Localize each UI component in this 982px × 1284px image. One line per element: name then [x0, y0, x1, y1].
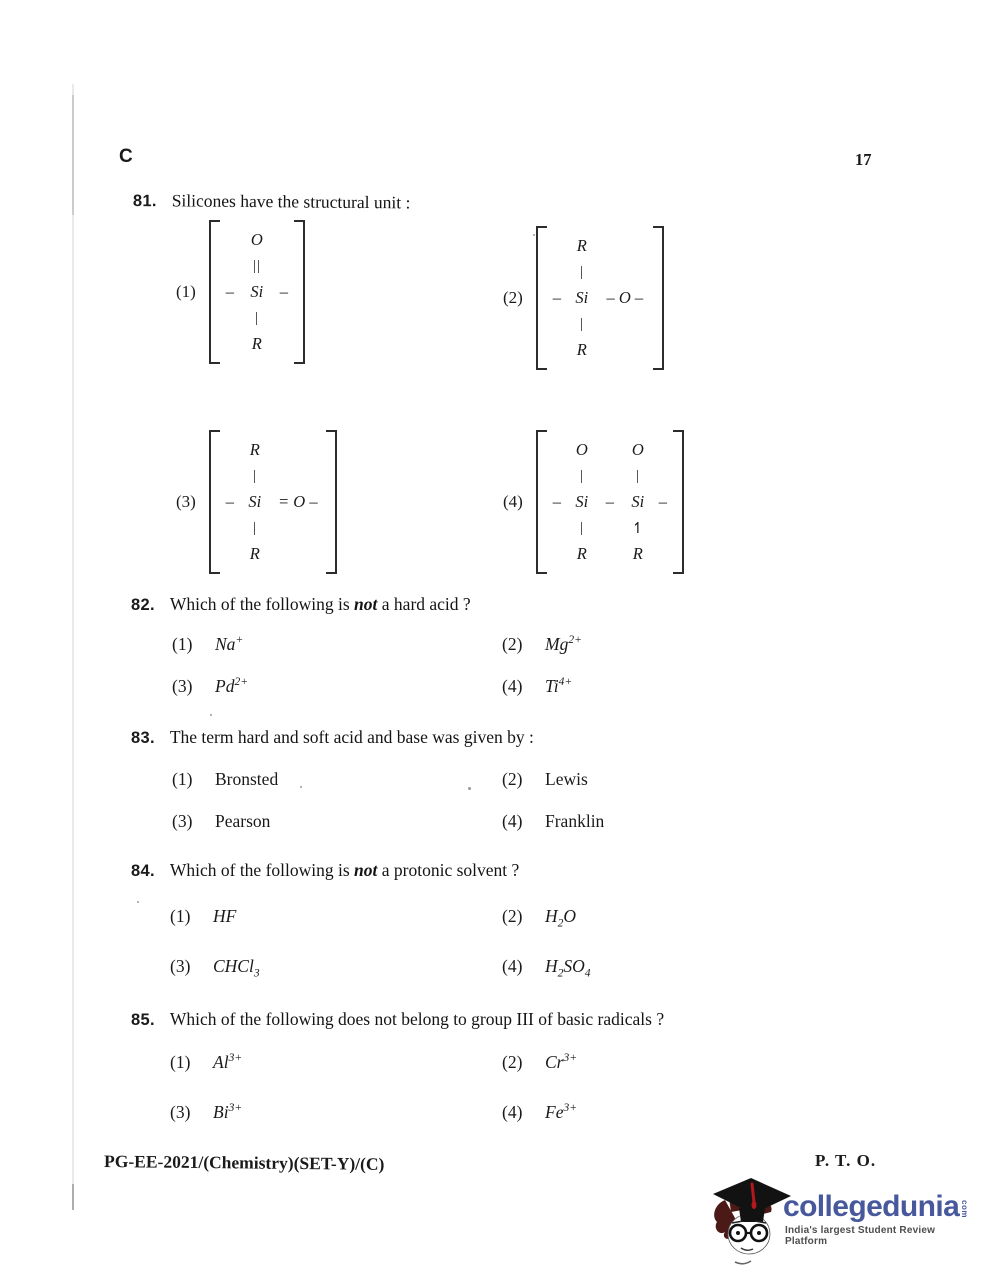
- option-label: (2): [503, 288, 523, 307]
- atom-Si: Si: [575, 492, 589, 511]
- atom-R: R: [251, 334, 262, 353]
- option-85-1: (1) $Al^{3+}$: [170, 1052, 243, 1072]
- scan-line: [72, 1184, 74, 1210]
- atom-Si: Si: [575, 288, 589, 307]
- scan-line: [72, 95, 74, 215]
- option-value: Pearson: [215, 811, 271, 831]
- structural-formula: [209, 430, 337, 574]
- scan-speck: [137, 901, 139, 903]
- question-82: [131, 594, 471, 615]
- option-value: $Pd^{2+}$: [215, 676, 248, 696]
- option-value: HF: [213, 906, 237, 926]
- structural-formula: [536, 226, 664, 370]
- atom-O: O: [575, 440, 588, 459]
- question-number: 82.: [131, 596, 155, 614]
- bracket-right: [294, 220, 305, 364]
- paper-code: PG-EE-2021/(Chemistry)(SET-Y)/(C): [104, 1151, 385, 1174]
- scan-speck: [210, 714, 212, 716]
- brand-tagline: India's largest Student Review Platform: [785, 1225, 936, 1247]
- single-bond: |: [252, 467, 257, 484]
- emphasis-not: not: [354, 594, 378, 614]
- single-bond: |: [252, 519, 257, 536]
- question-text: Which of the following does not belong to group III of basic radicals ?: [169, 1009, 665, 1029]
- option-82-4: (4) $Ti^{4+}$: [502, 676, 573, 696]
- option-value: Lewis: [545, 769, 588, 789]
- question-number: 85.: [131, 1011, 155, 1029]
- left-bond: –: [225, 282, 234, 301]
- question-number: 83.: [131, 729, 155, 747]
- bracket-left: [209, 220, 220, 364]
- option-value: $Bi^{3+}$: [213, 1102, 243, 1122]
- structure-option-1: [176, 220, 305, 364]
- collegedunia-logo: [705, 1176, 970, 1268]
- single-bond: |: [635, 467, 640, 484]
- bracket-left: [536, 430, 547, 574]
- atom-R: R: [576, 236, 587, 255]
- structure-option-4: [503, 430, 684, 574]
- option-84-1: (1) HF: [170, 906, 236, 930]
- option-value: $Mg^{2+}$: [545, 634, 582, 654]
- scan-speck: [468, 787, 471, 790]
- question-text: Which of the following is not a protonic solvent ?: [169, 860, 520, 880]
- question-84: [131, 860, 519, 881]
- question-81: [133, 190, 411, 213]
- structural-formula: [209, 220, 305, 364]
- double-bond: ||: [252, 257, 261, 274]
- single-bond: |: [579, 315, 584, 332]
- single-bond: |: [579, 263, 584, 280]
- set-letter: C: [119, 146, 133, 167]
- atom-R: R: [249, 544, 260, 563]
- left-bond: –: [225, 492, 234, 511]
- option-value: CHCl$_3$: [213, 956, 260, 980]
- option-value: Franklin: [545, 811, 605, 831]
- option-85-2: (2) $Cr^{3+}$: [502, 1052, 577, 1072]
- scan-speck: [300, 786, 302, 788]
- oxygen-link: = O –: [278, 492, 318, 511]
- middle-bond: –: [605, 492, 614, 511]
- emphasis-not: not: [354, 860, 378, 880]
- option-value: $H_2O$: [545, 906, 577, 930]
- option-82-1: (1) Na+: [172, 634, 244, 654]
- structure-option-2: [503, 226, 664, 370]
- atom-Si: Si: [250, 282, 264, 301]
- option-83-4: (4) Franklin: [502, 811, 605, 831]
- option-84-4: (4) $H_2SO_4$: [502, 956, 591, 980]
- bracket-right: [326, 430, 337, 574]
- option-label: (4): [503, 492, 523, 511]
- option-value: $Cr^{3+}$: [545, 1052, 577, 1072]
- atom-O: O: [631, 440, 644, 459]
- single-bond: |: [579, 467, 584, 484]
- option-84-2: (2) $H_2O$: [502, 906, 577, 930]
- option-label: (1): [176, 282, 196, 301]
- option-83-1: (1) Bronsted: [172, 769, 279, 789]
- oxygen-link: – O –: [606, 288, 644, 307]
- scan-line: [72, 84, 74, 1184]
- right-bond: –: [279, 282, 288, 301]
- bond-artifact: ↿: [631, 519, 645, 537]
- option-value: $Al^{3+}$: [213, 1052, 243, 1072]
- single-bond: |: [579, 519, 584, 536]
- structural-formula: [536, 430, 684, 574]
- atom-R: R: [632, 544, 643, 563]
- bracket-right: [673, 430, 684, 574]
- question-85: [131, 1009, 664, 1030]
- right-bond: –: [658, 492, 667, 511]
- atom-Si: Si: [631, 492, 645, 511]
- bracket-right: [653, 226, 664, 370]
- atom-R: R: [249, 440, 260, 459]
- question-text: Silicones have the structural unit :: [171, 190, 411, 213]
- atom-R: R: [576, 544, 587, 563]
- question-text: Which of the following is not a hard acid ?: [169, 594, 471, 614]
- option-82-2: (2) $Mg^{2+}$: [502, 634, 582, 654]
- option-82-3: (3) $Pd^{2+}$: [172, 676, 248, 696]
- option-value: $Ti^{4+}$: [545, 676, 573, 696]
- pto-label: P. T. O.: [815, 1151, 877, 1170]
- option-value: Na+: [215, 634, 244, 654]
- question-number: 81.: [132, 191, 157, 211]
- option-value: Bronsted: [215, 769, 279, 789]
- left-bond: –: [552, 492, 561, 511]
- bracket-left: [536, 226, 547, 370]
- option-label: (3): [176, 492, 196, 511]
- option-value: $H_2SO_4$: [545, 956, 591, 980]
- option-83-2: (2) Lewis: [502, 769, 588, 789]
- bracket-left: [209, 430, 220, 574]
- atom-O: O: [250, 230, 263, 249]
- page-number: 17: [855, 150, 872, 169]
- single-bond: |: [254, 309, 259, 326]
- option-value: $Fe^{3+}$: [545, 1102, 577, 1122]
- structure-option-3: [176, 430, 337, 574]
- option-85-4: (4) $Fe^{3+}$: [502, 1102, 577, 1122]
- option-83-3: (3) Pearson: [172, 811, 271, 831]
- atom-Si: Si: [248, 492, 262, 511]
- left-bond: –: [552, 288, 561, 307]
- brand-name: collegedunia: [783, 1190, 960, 1223]
- option-85-3: (3) $Bi^{3+}$: [170, 1102, 243, 1122]
- atom-R: R: [576, 340, 587, 359]
- question-text: The term hard and soft acid and base was given by :: [169, 727, 534, 747]
- option-84-3: (3) CHCl$_3$: [170, 956, 260, 980]
- question-83: [131, 727, 534, 748]
- question-number: 84.: [131, 862, 155, 880]
- brand-tld: com: [960, 1200, 970, 1218]
